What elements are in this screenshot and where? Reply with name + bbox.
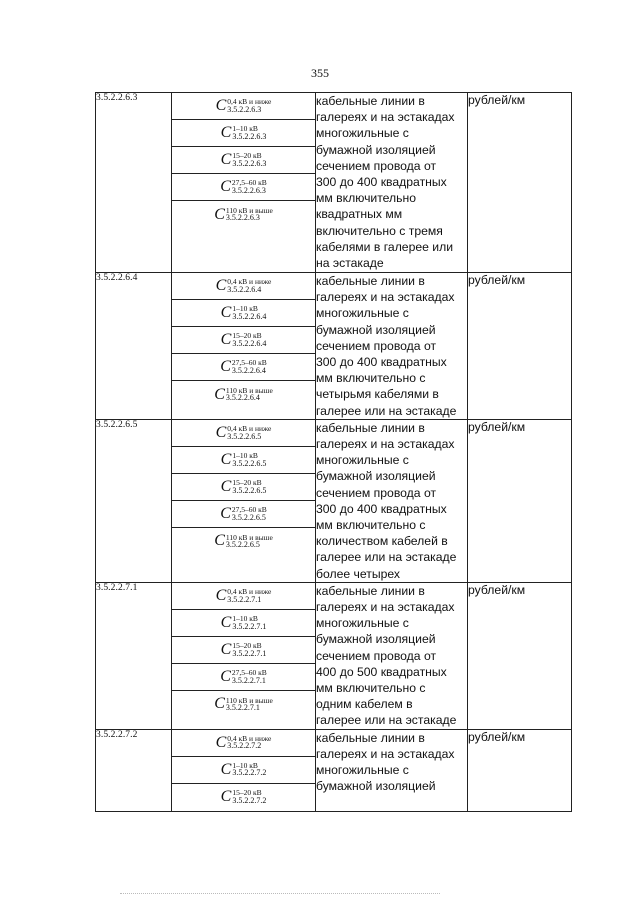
symbol-letter: C xyxy=(220,504,231,522)
symbol-voltage: 1–10 кВ xyxy=(232,304,258,314)
row-description: кабельные линии в галереях и на эстакадах многожильные с бумажной изоляцией сечением провода от 300 до 400 квадратных мм включительно с количеством кабелей в галерее или на эстакаде более четырех xyxy=(316,419,468,582)
table-row xyxy=(96,582,572,729)
symbol-voltage: 15–20 кВ xyxy=(232,151,262,161)
page-bottom-rule xyxy=(120,893,440,894)
symbol-letter: C xyxy=(220,613,232,631)
symbol-voltage: 15–20 кВ xyxy=(232,331,262,341)
symbol-voltage: 110 кВ и выше xyxy=(225,532,273,542)
symbol-letter: C xyxy=(214,205,225,223)
symbol-letter: C xyxy=(220,667,231,685)
row-symbols xyxy=(172,273,316,420)
symbol-index: 3.5.2.2.6.5 xyxy=(231,512,266,522)
row-unit: рублей/км xyxy=(468,729,572,811)
symbol-index: 3.5.2.2.6.4 xyxy=(232,338,267,348)
symbol-index: 3.5.2.2.6.4 xyxy=(232,311,267,321)
symbol-voltage: 0,4 кВ и ниже xyxy=(227,733,272,743)
symbol-index: 3.5.2.2.7.1 xyxy=(232,621,267,631)
symbol-letter: C xyxy=(215,277,227,294)
cost-symbol xyxy=(172,784,315,811)
row-code: 3.5.2.2.7.2 xyxy=(96,729,172,811)
symbol-index: 3.5.2.2.6.5 xyxy=(225,540,260,550)
symbol-letter: C xyxy=(220,151,232,168)
cost-symbol xyxy=(172,93,315,120)
symbol-voltage: 0,4 кВ и ниже xyxy=(227,587,272,597)
symbol-letter: C xyxy=(220,178,231,195)
cost-symbol xyxy=(172,501,315,528)
symbol-index: 3.5.2.2.7.2 xyxy=(232,768,267,778)
row-description: кабельные линии в галереях и на эстакадах многожильные с бумажной изоляцией сечением провода от 300 до 400 квадратных мм включительно с четырьмя кабелями в галерее или на эстакаде xyxy=(316,273,468,420)
row-symbols xyxy=(172,582,316,729)
row-code: 3.5.2.2.6.3 xyxy=(96,93,172,273)
row-code: 3.5.2.2.6.5 xyxy=(96,419,172,582)
cost-symbol xyxy=(172,327,315,354)
cost-symbol xyxy=(172,174,315,201)
cost-symbol xyxy=(172,730,315,757)
cost-symbol xyxy=(172,637,315,664)
cost-symbol xyxy=(172,354,315,381)
symbol-voltage: 1–10 кВ xyxy=(232,760,258,770)
symbol-letter: C xyxy=(214,532,225,550)
symbol-index: 3.5.2.2.7.2 xyxy=(227,741,262,751)
cost-symbol xyxy=(172,273,315,300)
symbol-letter: C xyxy=(220,304,232,321)
symbol-letter: C xyxy=(220,477,232,495)
row-unit: рублей/км xyxy=(468,419,572,582)
tariff-table xyxy=(95,92,572,812)
symbol-letter: C xyxy=(215,97,227,114)
symbol-voltage: 27,5–60 кВ xyxy=(231,505,267,515)
row-symbols xyxy=(172,419,316,582)
symbol-index: 3.5.2.2.6.3 xyxy=(231,185,266,195)
symbol-voltage: 15–20 кВ xyxy=(232,641,262,651)
row-symbols xyxy=(172,93,316,273)
symbol-index: 3.5.2.2.6.5 xyxy=(232,485,267,495)
symbol-index: 3.5.2.2.6.4 xyxy=(225,393,260,403)
table-row xyxy=(96,93,572,273)
symbol-voltage: 27,5–60 кВ xyxy=(231,358,267,368)
symbol-voltage: 110 кВ и выше xyxy=(225,695,273,705)
symbol-voltage: 1–10 кВ xyxy=(232,614,258,624)
cost-symbol xyxy=(172,447,315,474)
symbol-index: 3.5.2.2.7.1 xyxy=(227,594,262,604)
symbol-index: 3.5.2.2.6.4 xyxy=(227,284,262,294)
cost-symbol xyxy=(172,300,315,327)
cost-symbol xyxy=(172,474,315,501)
symbol-voltage: 0,4 кВ и ниже xyxy=(227,424,272,434)
symbol-index: 3.5.2.2.6.3 xyxy=(232,131,267,141)
table-row xyxy=(96,419,572,582)
cost-symbol xyxy=(172,664,315,691)
symbol-index: 3.5.2.2.6.3 xyxy=(225,213,260,223)
symbol-voltage: 27,5–60 кВ xyxy=(231,668,267,678)
symbol-index: 3.5.2.2.6.4 xyxy=(231,365,266,375)
symbol-voltage: 1–10 кВ xyxy=(232,451,258,461)
page-number: 355 xyxy=(311,66,329,80)
symbol-index: 3.5.2.2.6.5 xyxy=(232,458,267,468)
symbol-letter: C xyxy=(220,358,231,375)
symbol-letter: C xyxy=(215,733,227,751)
row-description: кабельные линии в галереях и на эстакадах многожильные с бумажной изоляцией сечением провода от 400 до 500 квадратных мм включительно с одним кабелем в галерее или на эстакаде xyxy=(316,582,468,729)
symbol-voltage: 1–10 кВ xyxy=(232,124,258,134)
symbol-voltage: 15–20 кВ xyxy=(232,478,262,488)
symbol-voltage: 110 кВ и выше xyxy=(225,205,273,215)
symbol-letter: C xyxy=(220,640,232,658)
table-row xyxy=(96,729,572,811)
cost-symbol xyxy=(172,610,315,637)
cost-symbol xyxy=(172,381,315,408)
symbol-index: 3.5.2.2.7.1 xyxy=(231,675,266,685)
symbol-index: 3.5.2.2.6.3 xyxy=(227,104,262,114)
row-description: кабельные линии в галереях и на эстакадах многожильные с бумажной изоляцией xyxy=(316,729,468,811)
cost-symbol xyxy=(172,691,315,718)
cost-symbol xyxy=(172,120,315,147)
cost-symbol xyxy=(172,201,315,228)
row-unit: рублей/км xyxy=(468,93,572,273)
row-code: 3.5.2.2.7.1 xyxy=(96,582,172,729)
row-code: 3.5.2.2.6.4 xyxy=(96,273,172,420)
table-row xyxy=(96,273,572,420)
cost-symbol xyxy=(172,147,315,174)
symbol-index: 3.5.2.2.7.2 xyxy=(232,795,267,805)
symbol-letter: C xyxy=(220,450,232,468)
row-unit: рублей/км xyxy=(468,582,572,729)
cost-symbol xyxy=(172,583,315,610)
symbol-letter: C xyxy=(214,695,225,713)
symbol-letter: C xyxy=(220,124,232,141)
symbol-voltage: 0,4 кВ и ниже xyxy=(227,97,272,107)
symbol-index: 3.5.2.2.7.1 xyxy=(225,703,260,713)
cost-symbol xyxy=(172,420,315,447)
row-unit: рублей/км xyxy=(468,273,572,420)
symbol-index: 3.5.2.2.6.3 xyxy=(232,158,267,168)
cost-symbol xyxy=(172,757,315,784)
symbol-voltage: 15–20 кВ xyxy=(232,788,262,798)
symbol-letter: C xyxy=(220,788,232,806)
symbol-letter: C xyxy=(220,760,232,778)
symbol-letter: C xyxy=(220,331,232,348)
symbol-voltage: 0,4 кВ и ниже xyxy=(227,277,272,287)
symbol-letter: C xyxy=(215,586,227,604)
symbol-letter: C xyxy=(215,423,227,441)
symbol-letter: C xyxy=(214,385,225,403)
symbol-index: 3.5.2.2.6.5 xyxy=(227,431,262,441)
symbol-voltage: 27,5–60 кВ xyxy=(231,178,267,188)
cost-symbol xyxy=(172,528,315,555)
row-symbols xyxy=(172,729,316,811)
symbol-index: 3.5.2.2.7.1 xyxy=(232,648,267,658)
row-description: кабельные линии в галереях и на эстакадах многожильные с бумажной изоляцией сечением провода от 300 до 400 квадратных мм включительно квадратных мм включительно с тремя кабелями в галерее или на эстакаде xyxy=(316,93,468,273)
symbol-voltage: 110 кВ и выше xyxy=(225,385,273,395)
